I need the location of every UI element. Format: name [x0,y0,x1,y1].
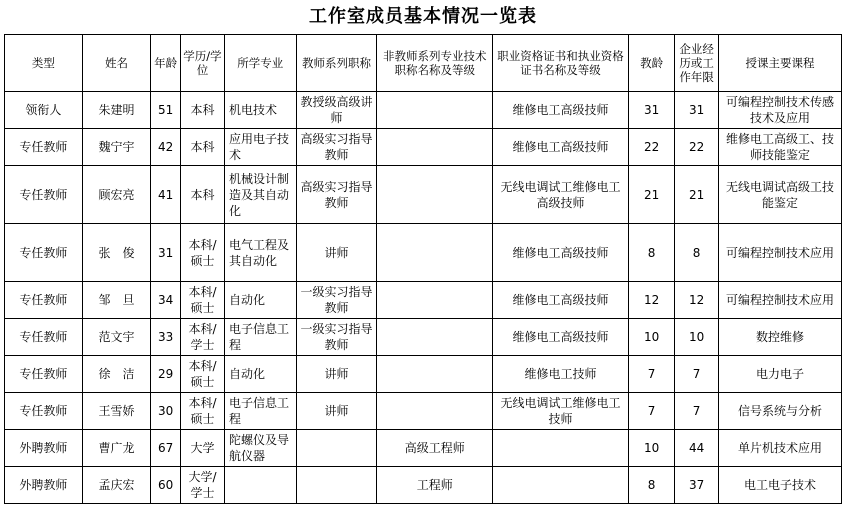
cell-course: 单片机技术应用 [719,430,842,467]
cell-work-years: 12 [675,282,719,319]
cell-nonteacher-title [377,129,493,166]
cell-degree: 本科/硕士 [180,393,224,430]
cell-nonteacher-title: 高级工程师 [377,430,493,467]
cell-teaching-years: 21 [629,166,675,224]
cell-course: 电工电子技术 [719,467,842,504]
cell-teacher-title: 一级实习指导教师 [296,319,377,356]
header-type: 类型 [5,35,83,92]
cell-type: 专任教师 [5,282,83,319]
cell-major: 陀螺仪及导航仪器 [224,430,296,467]
cell-type: 专任教师 [5,393,83,430]
table-row [5,92,842,129]
cell-age: 30 [151,393,181,430]
cell-course: 无线电调试高级工技能鉴定 [719,166,842,224]
cell-degree: 大学 [180,430,224,467]
cell-certificate [493,467,629,504]
cell-name: 王雪娇 [82,393,151,430]
cell-teacher-title [296,467,377,504]
cell-name: 邹 旦 [82,282,151,319]
cell-degree: 本科/学士 [180,319,224,356]
cell-teacher-title: 高级实习指导教师 [296,129,377,166]
table-row [5,393,842,430]
cell-nonteacher-title [377,282,493,319]
cell-teacher-title: 讲师 [296,224,377,282]
table-row [5,430,842,467]
cell-work-years: 8 [675,224,719,282]
cell-name: 顾宏亮 [82,166,151,224]
cell-teaching-years: 7 [629,356,675,393]
cell-type: 专任教师 [5,356,83,393]
cell-nonteacher-title [377,393,493,430]
cell-nonteacher-title: 工程师 [377,467,493,504]
cell-name: 魏宁宇 [82,129,151,166]
cell-nonteacher-title [377,224,493,282]
cell-teaching-years: 8 [629,467,675,504]
cell-course: 数控维修 [719,319,842,356]
cell-major: 应用电子技术 [224,129,296,166]
cell-age: 67 [151,430,181,467]
cell-type: 专任教师 [5,166,83,224]
cell-certificate: 维修电工高级技师 [493,224,629,282]
cell-teacher-title [296,430,377,467]
cell-type: 专任教师 [5,319,83,356]
cell-age: 33 [151,319,181,356]
cell-name: 曹广龙 [82,430,151,467]
header-major: 所学专业 [224,35,296,92]
cell-certificate: 维修电工高级技师 [493,129,629,166]
table-row [5,467,842,504]
cell-course: 信号系统与分析 [719,393,842,430]
cell-major: 电气工程及其自动化 [224,224,296,282]
header-degree: 学历/学位 [180,35,224,92]
cell-nonteacher-title [377,92,493,129]
cell-major: 自动化 [224,282,296,319]
cell-age: 29 [151,356,181,393]
cell-certificate: 维修电工高级技师 [493,282,629,319]
table-row [5,319,842,356]
cell-degree: 本科 [180,129,224,166]
cell-certificate: 维修电工技师 [493,356,629,393]
cell-degree: 本科 [180,92,224,129]
cell-major: 机电技术 [224,92,296,129]
cell-teaching-years: 22 [629,129,675,166]
header-row [5,35,842,92]
cell-teaching-years: 12 [629,282,675,319]
cell-teacher-title: 讲师 [296,356,377,393]
header-name: 姓名 [82,35,151,92]
header-age: 年龄 [151,35,181,92]
members-table [4,34,842,504]
cell-work-years: 7 [675,356,719,393]
cell-work-years: 31 [675,92,719,129]
cell-work-years: 10 [675,319,719,356]
cell-name: 孟庆宏 [82,467,151,504]
cell-certificate: 维修电工高级技师 [493,92,629,129]
cell-teaching-years: 10 [629,319,675,356]
cell-teacher-title: 一级实习指导教师 [296,282,377,319]
cell-teaching-years: 10 [629,430,675,467]
cell-age: 31 [151,224,181,282]
cell-type: 专任教师 [5,224,83,282]
cell-teacher-title: 高级实习指导教师 [296,166,377,224]
cell-major: 电子信息工程 [224,393,296,430]
cell-course: 可编程控制技术应用 [719,224,842,282]
cell-nonteacher-title [377,166,493,224]
header-certificate: 职业资格证书和执业资格证书名称及等级 [493,35,629,92]
cell-work-years: 44 [675,430,719,467]
cell-age: 42 [151,129,181,166]
cell-name: 张 俊 [82,224,151,282]
cell-teacher-title: 教授级高级讲师 [296,92,377,129]
cell-age: 51 [151,92,181,129]
cell-work-years: 22 [675,129,719,166]
cell-course: 电力电子 [719,356,842,393]
header-teaching-years: 教龄 [629,35,675,92]
cell-nonteacher-title [377,319,493,356]
header-nonteacher-title: 非教师系列专业技术职称名称及等级 [377,35,493,92]
cell-work-years: 37 [675,467,719,504]
cell-degree: 本科/硕士 [180,224,224,282]
cell-age: 34 [151,282,181,319]
cell-certificate [493,430,629,467]
cell-work-years: 7 [675,393,719,430]
table-row [5,282,842,319]
cell-major: 电子信息工程 [224,319,296,356]
header-work-years: 企业经历或工作年限 [675,35,719,92]
cell-work-years: 21 [675,166,719,224]
cell-type: 领衔人 [5,92,83,129]
header-course: 授课主要课程 [719,35,842,92]
cell-major [224,467,296,504]
cell-type: 外聘教师 [5,430,83,467]
cell-age: 41 [151,166,181,224]
cell-degree: 本科/硕士 [180,356,224,393]
cell-type: 专任教师 [5,129,83,166]
cell-age: 60 [151,467,181,504]
cell-name: 徐 洁 [82,356,151,393]
cell-name: 朱建明 [82,92,151,129]
cell-teaching-years: 7 [629,393,675,430]
cell-teacher-title: 讲师 [296,393,377,430]
cell-major: 自动化 [224,356,296,393]
cell-certificate: 无线电调试工维修电工高级技师 [493,166,629,224]
cell-degree: 本科/硕士 [180,282,224,319]
cell-nonteacher-title [377,356,493,393]
cell-course: 可编程控制技术传感技术及应用 [719,92,842,129]
cell-type: 外聘教师 [5,467,83,504]
table-row [5,166,842,224]
cell-name: 范文宇 [82,319,151,356]
cell-teaching-years: 8 [629,224,675,282]
header-teacher-title: 教师系列职称 [296,35,377,92]
cell-teaching-years: 31 [629,92,675,129]
cell-degree: 本科 [180,166,224,224]
cell-certificate: 维修电工高级技师 [493,319,629,356]
cell-course: 维修电工高级工、技师技能鉴定 [719,129,842,166]
table-row [5,356,842,393]
cell-degree: 大学/学士 [180,467,224,504]
cell-certificate: 无线电调试工维修电工技师 [493,393,629,430]
cell-major: 机械设计制造及其自动化 [224,166,296,224]
table-row [5,129,842,166]
cell-course: 可编程控制技术应用 [719,282,842,319]
table-row [5,224,842,282]
page-title: 工作室成员基本情况一览表 [309,6,537,27]
